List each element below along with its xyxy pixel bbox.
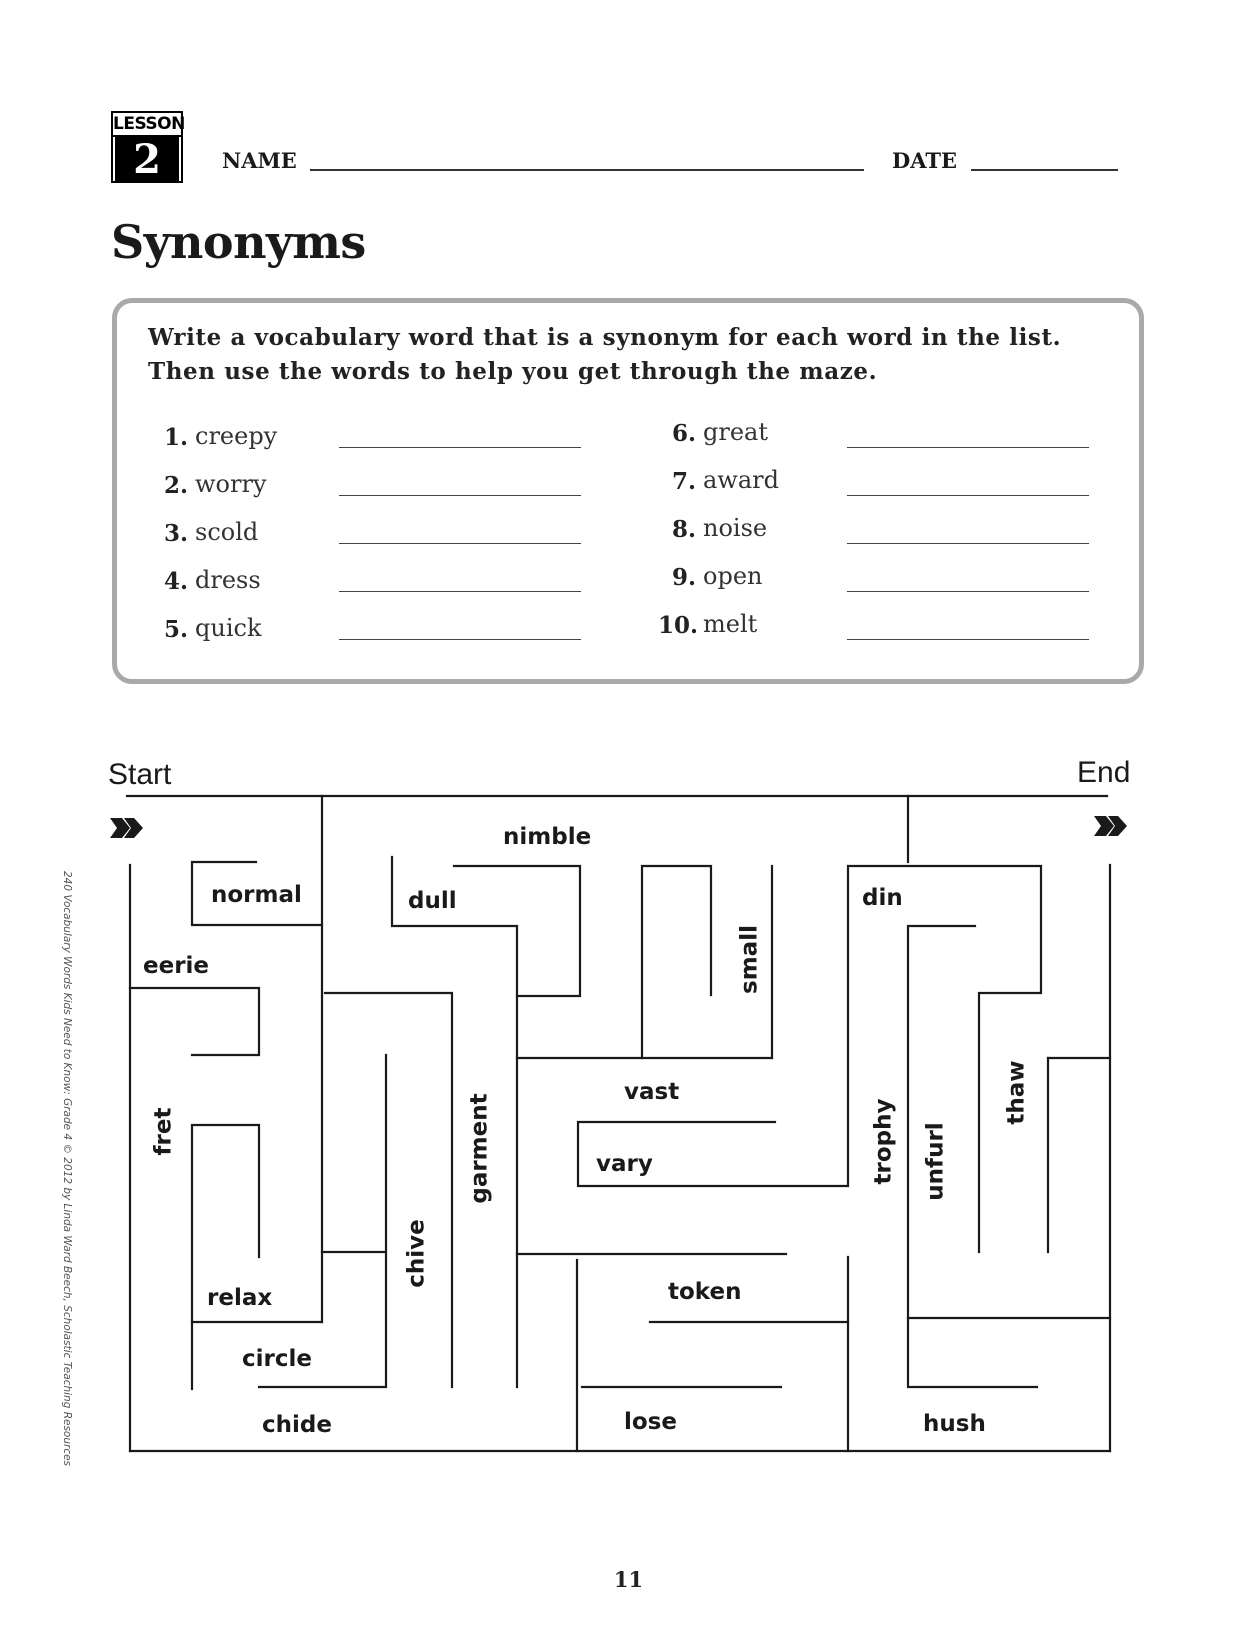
item-number: 4. xyxy=(163,568,188,595)
date-label: DATE xyxy=(892,148,957,173)
maze-word-token: token xyxy=(668,1279,742,1305)
item-number: 3. xyxy=(163,520,188,547)
page-number: 11 xyxy=(613,1567,644,1592)
item-word: worry xyxy=(195,470,267,498)
maze-word-nimble: nimble xyxy=(503,824,592,850)
item-number: 5. xyxy=(163,616,188,643)
item-number: 10. xyxy=(658,612,699,639)
item-word: award xyxy=(703,466,779,494)
item-number: 1. xyxy=(163,424,188,451)
maze-word-chide: chide xyxy=(262,1412,332,1438)
instruction-line-1: Write a vocabulary word that is a synonym for each word in the list. xyxy=(148,324,1062,351)
lesson-label: LESSON xyxy=(113,113,181,137)
item-number: 8. xyxy=(671,516,696,543)
item-word: creepy xyxy=(195,422,278,450)
item-number: 2. xyxy=(163,472,188,499)
item-number: 6. xyxy=(671,420,696,447)
name-label: NAME xyxy=(222,148,297,173)
maze-start-label: Start xyxy=(108,758,172,791)
item-word: quick xyxy=(195,614,262,642)
end-arrow-icon xyxy=(1094,816,1127,836)
maze-word-trophy: trophy xyxy=(870,1098,897,1185)
page-title: Synonyms xyxy=(111,215,366,269)
maze-word-eerie: eerie xyxy=(143,953,210,979)
maze-word-thaw: thaw xyxy=(1003,1060,1030,1125)
maze-word-vary: vary xyxy=(596,1151,653,1177)
lesson-number: 2 xyxy=(115,137,179,183)
start-arrow-icon xyxy=(110,818,143,838)
item-number: 7. xyxy=(671,468,696,495)
item-number: 9. xyxy=(671,564,696,591)
maze-word-chive: chive xyxy=(403,1219,430,1288)
maze-word-lose: lose xyxy=(624,1409,677,1435)
maze-word-dull: dull xyxy=(408,888,457,914)
maze-word-circle: circle xyxy=(242,1346,312,1372)
item-word: scold xyxy=(195,518,259,546)
maze-word-din: din xyxy=(862,885,903,911)
item-word: noise xyxy=(703,514,768,542)
maze-word-relax: relax xyxy=(207,1285,273,1311)
maze-word-vast: vast xyxy=(624,1079,680,1105)
item-word: melt xyxy=(703,610,758,638)
maze-word-small: small xyxy=(736,925,763,994)
maze-word-garment: garment xyxy=(466,1093,493,1204)
maze-end-label: End xyxy=(1077,756,1131,789)
item-word: great xyxy=(703,418,768,446)
item-word: open xyxy=(703,562,763,590)
maze-word-fret: fret xyxy=(150,1107,177,1156)
maze-word-hush: hush xyxy=(923,1411,986,1437)
maze-word-normal: normal xyxy=(211,882,302,908)
copyright-text: 240 Vocabulary Words Kids Need to Know: Grade 4 © 2012 by Linda Ward Beech, Scholastic Teaching Resources xyxy=(61,871,73,1467)
maze-word-unfurl: unfurl xyxy=(922,1122,949,1201)
instruction-line-2: Then use the words to help you get through the maze. xyxy=(148,358,878,385)
item-word: dress xyxy=(195,566,261,594)
